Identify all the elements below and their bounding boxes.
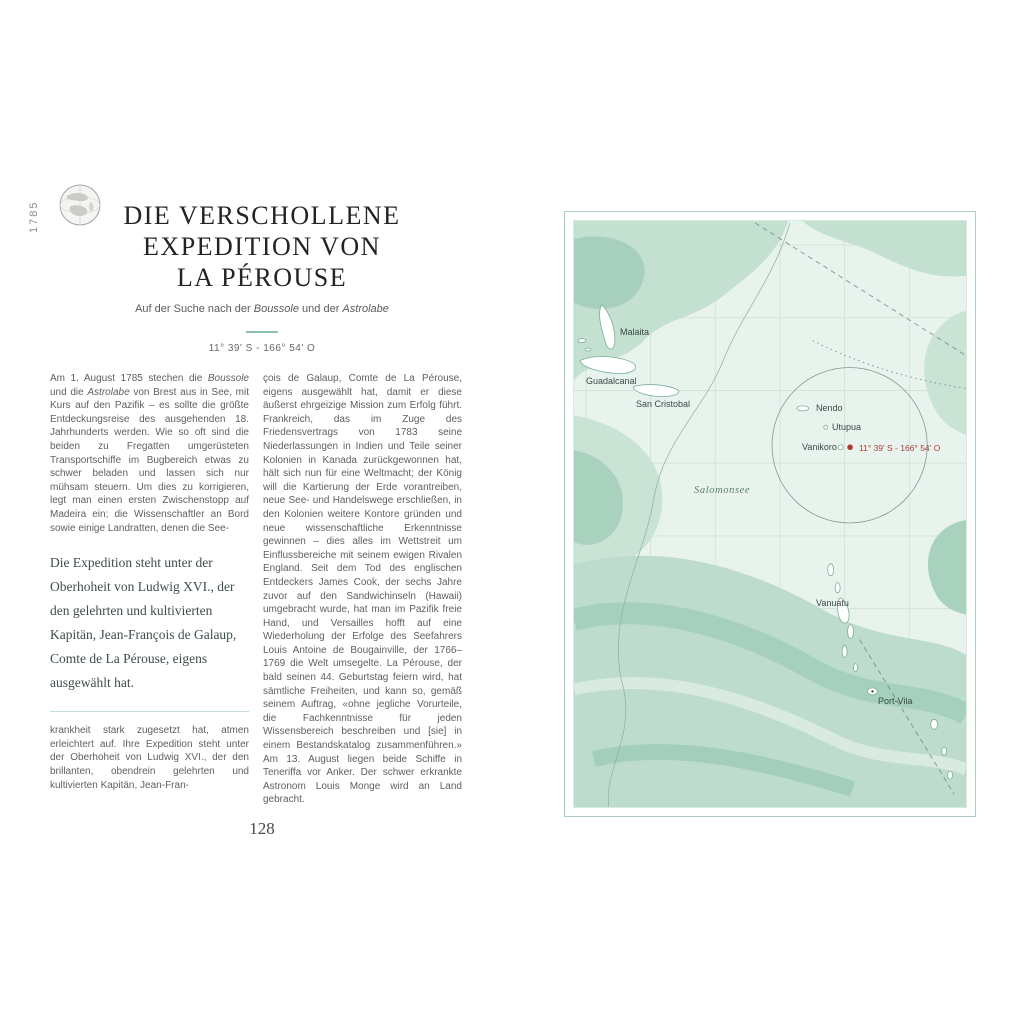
map-label-port-vila: Port-Vila [878, 696, 913, 706]
map-label-vanikoro: Vanikoro [802, 442, 837, 452]
map-canvas [573, 220, 967, 808]
pull-quote: Die Expedition steht unter der Oberhoheit von Ludwig XVI., der den gelehrten und kultivierten Kapitän, Jean-François de Galaup, Comte de La Pérouse, eigens ausgewählt hat. [50, 549, 249, 712]
port-vila-marker-dot [871, 690, 873, 692]
article-body [50, 372, 462, 807]
ship-name-boussole: Boussole [253, 303, 299, 315]
margin-year-label: 1785 [28, 200, 40, 233]
map-label-malaita: Malaita [620, 327, 650, 337]
map-label-vanikoro-coordinates: 11° 39' S - 166° 54' O [859, 443, 941, 453]
map-label-guadalcanal: Guadalcanal [586, 376, 637, 386]
article-column-left [50, 372, 249, 807]
subtitle-text: Auf der Suche nach der [135, 303, 254, 315]
map-label-utupua: Utupua [832, 422, 862, 432]
paragraph-text: krankheit stark zugesetzt hat, atmen erleichtert auf. Ihre Expedition steht unter der Oberhoheit von Ludwig XVI., der den brillanten, obendrein gelehrten und kultivierten Kapitän, Jean-Fran- [50, 725, 249, 791]
title-line-1: DIE VERSCHOLLENE [123, 201, 401, 230]
map-label-san-cristobal: San Cristobal [636, 399, 691, 409]
map-label-salomonsee: Salomonsee [694, 485, 751, 496]
map-frame [564, 211, 976, 817]
map-label-vanuatu: Vanuatu [816, 598, 849, 608]
paragraph-text: Am 1. August 1785 stechen die [50, 373, 208, 384]
article-column-right: çois de Galaup, Comte de La Pérouse, eigens ausgewählt hat, damit er diese äußerst ehrgeizige Mission zum Erfolg führt. Frankreich, das im Zuge des Friedensvertrags von 1783 seine Niederlassungen in Indien und Teile seiner Kolonien in Kanada zurückgewonnen hat, hält sich nun für eine Weltmacht; der König will die Kartierung der Erde vorantreiben, neue See- und Handelswege erschließen, in den Kolonien weitere Kontore gründen und neue wissenschaftliche Erkenntnisse gewinnen – dies alles im Wettstreit um Einflussbereiche mit seinem ewigen Rivalen England. Seit dem Tod des englischen Entdeckers James Cook, der sechs Jahre zuvor auf den Sandwichinseln (Hawaii) umgebracht wurde, hat man im Pazifik freie Hand, und Versailles hofft auf eine Wiederholung der Erfolge des Seefahrers Louis Antoine de Bougainville, der 1766–1769 die Welt umsegelte. La Pérouse, der bald seinen 44. Geburtstag feiern wird, hat sämtliche Freiheiten, und kann so, gemäß seinem Auftrag, «ohne jegliche Vorurteile, die Fachkenntnisse für jeden Wissensbereich beschreiben und [sie] in einem Bestandskatalog zusammenführen.» Am 13. August liegen beide Schiffe in Teneriffa vor Anker. Der schwer erkrankte Astronom Louis Monge wird an Land gebracht. [263, 373, 462, 806]
map-illustration [574, 221, 966, 807]
title-line-3: LA PÉROUSE [176, 263, 348, 292]
vanikoro-marker-dot [847, 444, 853, 450]
subtitle-text: und der [299, 303, 343, 315]
ship-name-astrolabe: Astrolabe [87, 386, 130, 398]
page-number: 128 [249, 819, 275, 838]
paragraph-text: und die [50, 386, 88, 398]
header-divider [246, 331, 278, 333]
article-title [92, 200, 432, 293]
title-line-2: EXPEDITION VON [143, 232, 381, 261]
article-subtitle [92, 303, 432, 315]
coordinates-label: 11° 39' S - 166° 54' O [208, 343, 316, 354]
map-label-nendo: Nendo [816, 403, 843, 413]
ship-name-boussole: Boussole [207, 373, 249, 384]
ship-name-astrolabe: Astrolabe [342, 303, 389, 315]
paragraph-text: von Brest aus in See, mit Kurs auf den Pazifik – es sollte die größte Entdeckungsreise des ausgehenden 18. Jahrhunderts werden. Wie so oft sind die beiden zu Fregatten umgerüsteten Transportschiffe im Bugbereich etwas zu schwer beladen und lassen sich nur mühsam steuern. Um dies zu korrigieren, legt man einen ersten Zwischenstopp auf Madeira ein; die Wissenschaftler an Bord sowie einige Landratten, denen die See- [50, 386, 249, 534]
